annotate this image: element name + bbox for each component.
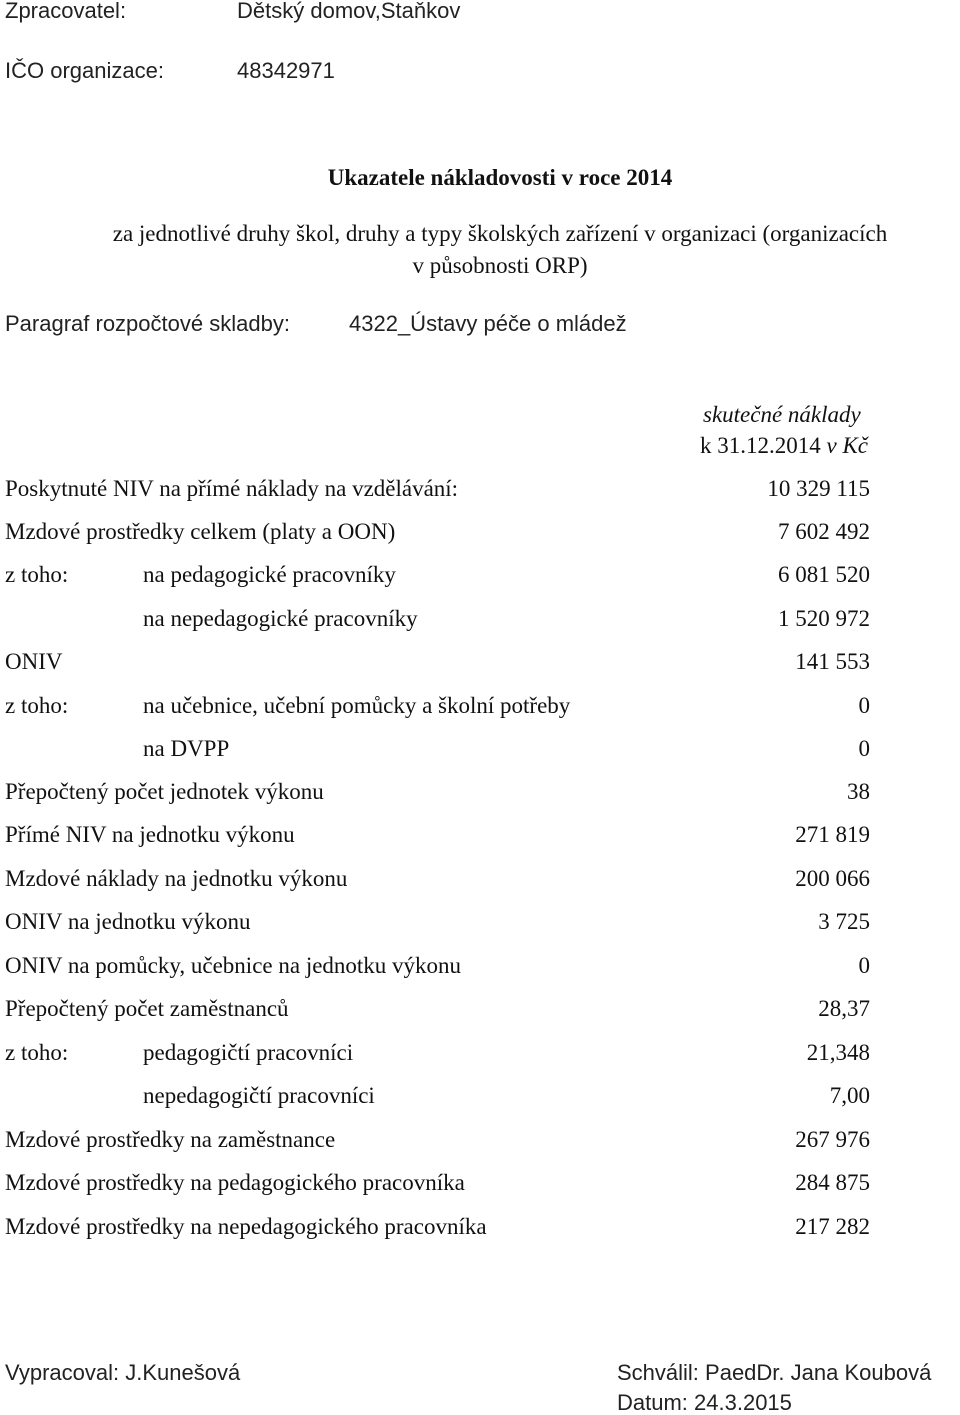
row-label: Mzdové prostředky na nepedagogického pracovníka bbox=[5, 1214, 487, 1239]
row-value: 0 bbox=[858, 693, 870, 718]
row-label: na učebnice, učební pomůcky a školní potřeby bbox=[143, 693, 571, 718]
approved-by: Schválil: PaedDr. Jana Koubová bbox=[617, 1360, 932, 1385]
row-label: ONIV na pomůcky, učebnice na jednotku výkonu bbox=[5, 953, 462, 978]
processor-label: Zpracovatel: bbox=[5, 0, 127, 23]
row-label: Přepočtený počet jednotek výkonu bbox=[5, 779, 324, 804]
ico-label: IČO organizace: bbox=[5, 58, 164, 83]
processor-value: Dětský domov,Staňkov bbox=[237, 0, 461, 23]
row-value: 271 819 bbox=[795, 822, 870, 847]
row-label: na DVPP bbox=[143, 736, 230, 761]
row-label: Mzdové prostředky celkem (platy a OON) bbox=[5, 519, 396, 544]
row-value: 0 bbox=[858, 953, 870, 978]
row-label: na nepedagogické pracovníky bbox=[143, 606, 418, 631]
paragraph-value: 4322_Ústavy péče o mládež bbox=[349, 311, 627, 336]
row-value: 28,37 bbox=[818, 996, 870, 1021]
report-subtitle-line1: za jednotlivé druhy škol, druhy a typy školských zařízení v organizaci (organizacích bbox=[112, 221, 888, 246]
row-value: 217 282 bbox=[795, 1214, 870, 1239]
row-prefix: z toho: bbox=[5, 562, 69, 587]
row-value: 10 329 115 bbox=[767, 476, 870, 501]
row-value: 7,00 bbox=[829, 1083, 870, 1108]
column-header-line1: skutečné náklady bbox=[703, 402, 861, 427]
row-label: pedagogičtí pracovníci bbox=[143, 1040, 354, 1065]
ico-value: 48342971 bbox=[237, 58, 335, 83]
approval-date: Datum: 24.3.2015 bbox=[617, 1390, 792, 1415]
row-label: Přepočtený počet zaměstnanců bbox=[5, 996, 289, 1021]
paragraph-label: Paragraf rozpočtové skladby: bbox=[5, 311, 290, 336]
report-subtitle-line2: v působnosti ORP) bbox=[412, 253, 588, 278]
row-value: 3 725 bbox=[818, 909, 870, 934]
row-value: 141 553 bbox=[795, 649, 870, 674]
row-label: Mzdové prostředky na pedagogického pracovníka bbox=[5, 1170, 465, 1195]
row-value: 0 bbox=[858, 736, 870, 761]
row-label: na pedagogické pracovníky bbox=[143, 562, 396, 587]
row-label: Mzdové náklady na jednotku výkonu bbox=[5, 866, 348, 891]
row-label: Mzdové prostředky na zaměstnance bbox=[5, 1127, 336, 1152]
row-value: 38 bbox=[847, 779, 870, 804]
column-header-line2 bbox=[700, 434, 868, 457]
report-title: Ukazatele nákladovosti v roce 2014 bbox=[327, 165, 673, 190]
row-value: 7 602 492 bbox=[778, 519, 870, 544]
row-prefix: z toho: bbox=[5, 1040, 69, 1065]
row-label: nepedagogičtí pracovníci bbox=[143, 1083, 375, 1108]
row-value: 200 066 bbox=[795, 866, 870, 891]
row-value: 1 520 972 bbox=[778, 606, 870, 631]
row-label: Poskytnuté NIV na přímé náklady na vzdělávání: bbox=[5, 476, 459, 501]
column-header-date: k 31.12.2014 bbox=[700, 433, 821, 458]
column-header-unit: v Kč bbox=[820, 433, 869, 458]
row-label: ONIV na jednotku výkonu bbox=[5, 909, 251, 934]
row-value: 6 081 520 bbox=[778, 562, 870, 587]
row-value: 284 875 bbox=[795, 1170, 870, 1195]
row-label: ONIV bbox=[5, 649, 63, 674]
row-prefix: z toho: bbox=[5, 693, 69, 718]
row-value: 267 976 bbox=[795, 1127, 870, 1152]
row-label: Přímé NIV na jednotku výkonu bbox=[5, 822, 295, 847]
row-value: 21,348 bbox=[806, 1040, 870, 1065]
prepared-by: Vypracoval: J.Kunešová bbox=[5, 1360, 241, 1385]
